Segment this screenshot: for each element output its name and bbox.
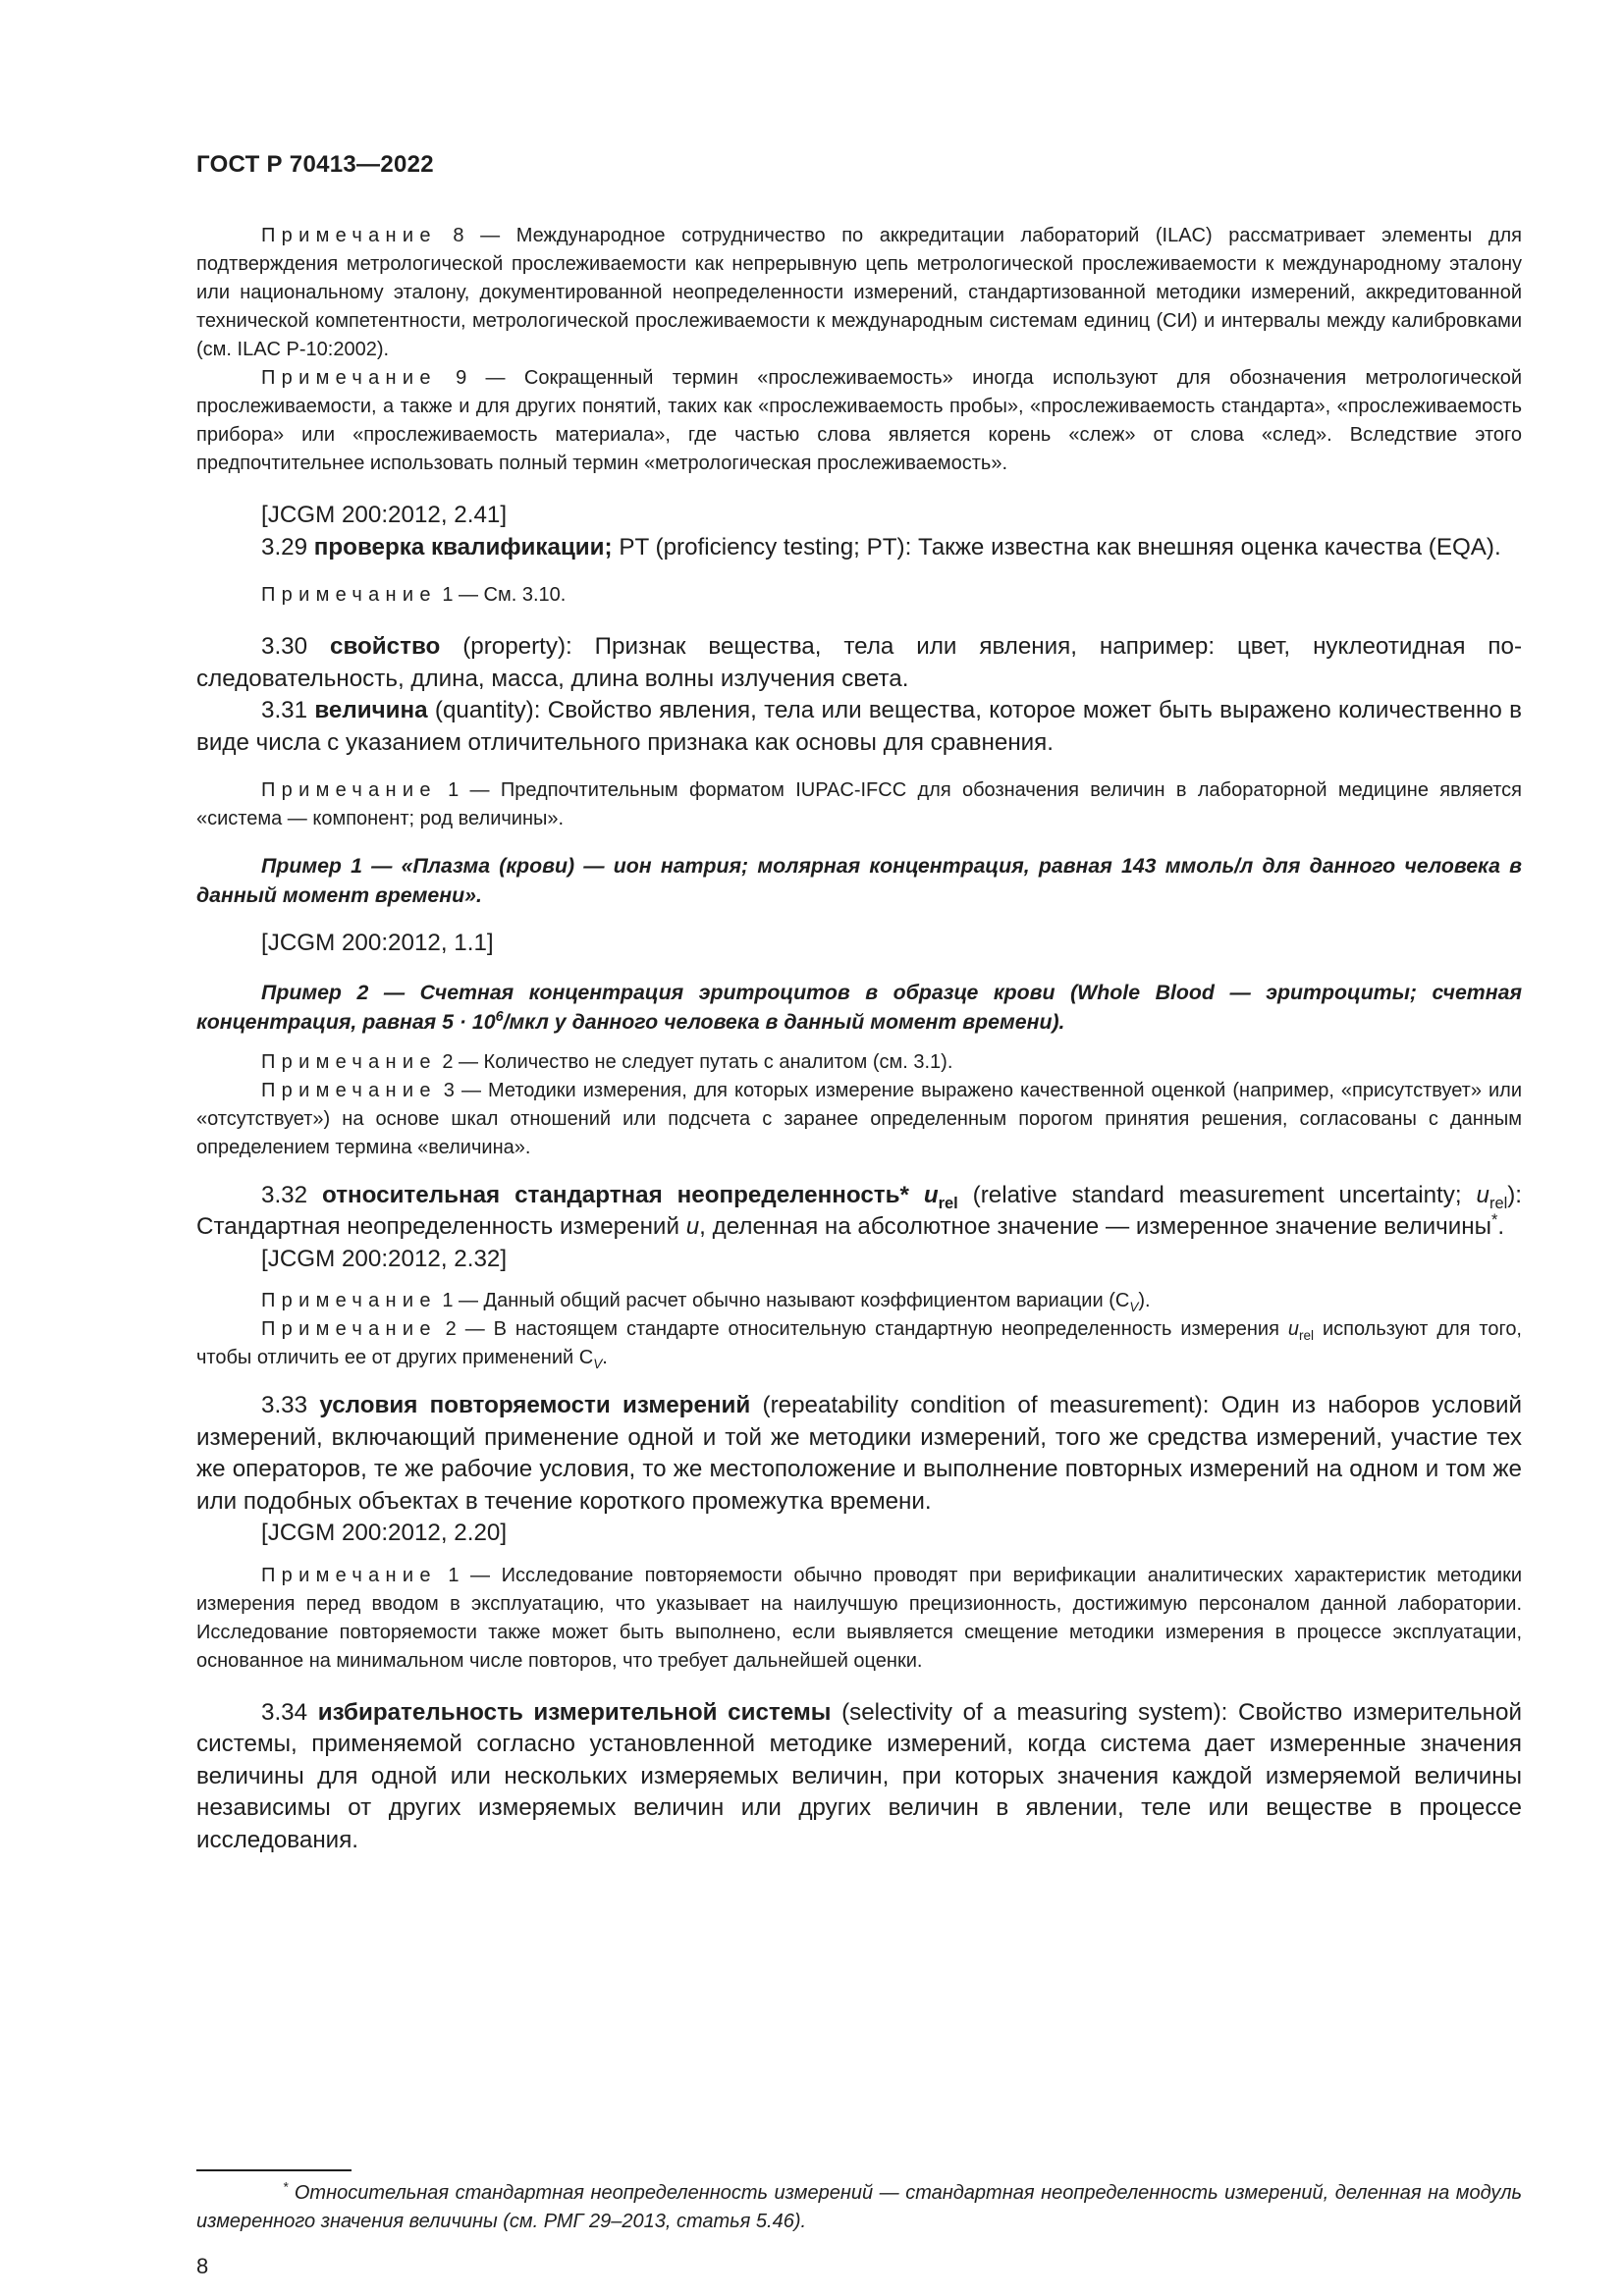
note-text: 1 — Предпочтительным форматом IUPAC-IFCC для обозначения величин в лабораторной медицине является «система — компонент; род величины». xyxy=(196,779,1522,829)
note-3-32-2 xyxy=(196,1315,1522,1372)
symbol-u: u xyxy=(1287,1318,1299,1340)
note-text: 1 — См. 3.10. xyxy=(436,584,567,606)
term-number: 3.31 xyxy=(261,697,315,723)
term-3-32 xyxy=(196,1180,1522,1244)
period: . xyxy=(1497,1213,1505,1240)
term-definition: (quantity): Свойство явления, тела или вещества, которое может быть выражено количественно в виде числа с указанием отличительного признака как основы для сравнения. xyxy=(196,697,1522,756)
term-3-33 xyxy=(196,1390,1522,1518)
note-label: Примечание xyxy=(261,1079,437,1101)
footnote-text: Относительная стандартная неопределенность измерений — стандартная неопределенность измерений, деленная на модуль измеренного значения величины (см. РМГ 29–2013, статья 5.46). xyxy=(196,2182,1522,2232)
subscript: V xyxy=(593,1357,603,1371)
term-name: проверка квалификации; xyxy=(313,533,613,561)
term-number: 3.32 xyxy=(261,1181,323,1208)
note-label: Примечание xyxy=(261,1318,437,1340)
document-page xyxy=(196,0,1522,2296)
term-name: условия повторяемости измерений xyxy=(319,1392,751,1418)
document-header: ГОСТ Р 70413—2022 xyxy=(196,151,434,178)
term-definition: (property): Признак вещества, тела или явления, например: цвет, нуклеотидная последовательность, длина, масса, длина волны излучения света. xyxy=(196,633,1522,692)
example-text: Пример 2 — Счетная концентрация эритроцитов в образце крови (Whole Blood — эритроциты; счетная концентрация, равная 5 · 10 xyxy=(196,980,1522,1034)
note-3-29-1 xyxy=(196,581,1522,610)
note-3-32-1 xyxy=(196,1287,1522,1315)
footnote-separator xyxy=(196,2169,352,2171)
note-text: 3 — Методики измерения, для которых измерение выражено качественной оценкой (например, «присутствует» или «отсутствует») на основе шкал отношений или подсчета с заранее определенным порогом принятия решения, согласованы с данным определением термина «величина». xyxy=(196,1079,1522,1158)
footnote-marker[interactable]: * xyxy=(1490,1210,1498,1229)
symbol-u: u xyxy=(1476,1181,1489,1208)
note-label: Примечание xyxy=(261,1290,437,1311)
term-definition: ): Стандартная неопределенность измерений xyxy=(196,1181,1523,1240)
term-3-30 xyxy=(196,631,1522,695)
reference-2-41: [JCGM 200:2012, 2.41] xyxy=(261,502,508,528)
note-label: Примечание xyxy=(261,225,437,246)
symbol-u: u xyxy=(923,1181,939,1208)
term-definition: PT (proficiency testing; PT): Также известна как внешняя оценка качества (EQA). xyxy=(612,533,1501,561)
footnote xyxy=(196,2179,1522,2236)
term-3-34 xyxy=(196,1697,1522,1857)
exponent: 6 xyxy=(495,1008,504,1025)
term-name: свойство xyxy=(330,633,441,660)
subscript: V xyxy=(1129,1300,1139,1314)
note-3-31-2 xyxy=(196,1048,1522,1077)
term-number: 3.34 xyxy=(261,1698,318,1726)
note-text-end: . xyxy=(602,1347,608,1368)
document-body xyxy=(196,222,1522,1856)
note-text: 9 — Сокращенный термин «прослеживаемость» иногда используют для обозначения метрологической прослеживаемости, а также и для других понятий, таких как «прослеживаемость пробы», «прослеживаемость стандарта», «прослеживаемость прибора» или «прослеживаемость материала», где частью слова является корень «слеж» от слова «след». Вследствие этого предпочтительнее использовать полный термин «метрологическая прослеживаемость». xyxy=(196,367,1522,474)
symbol-subscript: rel xyxy=(1489,1194,1508,1212)
term-number: 3.30 xyxy=(261,633,330,660)
symbol-subscript: rel xyxy=(1298,1328,1315,1343)
reference-1-1: [JCGM 200:2012, 1.1] xyxy=(261,930,494,956)
term-number: 3.29 xyxy=(261,533,314,561)
note-label: Примечание xyxy=(261,1050,437,1073)
note-text: 2 — В настоящем стандарте относительную стандартную неопределенность измерения xyxy=(436,1318,1288,1340)
reference-2-32: [JCGM 200:2012, 2.32] xyxy=(261,1245,508,1272)
term-name: избирательность измерительной системы xyxy=(317,1698,832,1726)
note-text: используют для того, чтобы отличить ее от других применений C xyxy=(196,1318,1522,1368)
note-3-31-1 xyxy=(196,776,1522,833)
note-text: 8 — Международное сотрудничество по аккредитации лабораторий (ILAC) рассматривает элементы для подтверждения метрологической прослеживаемости как непрерывную цепь метрологической прослеживаемости к международному эталону или национальному эталону, документированной неопределенности измерений, стандартизованной методики измерений, аккредитованной технической компетентности, метрологической прослеживаемости к международным системам единиц (СИ) и интервалы между калибровками (см. ILAC P-10:2002). xyxy=(196,225,1522,360)
term-name: величина xyxy=(314,697,428,723)
note-text-end: ). xyxy=(1138,1290,1151,1311)
note-text: 1 — Исследование повторяемости обычно проводят при верификации аналитических характеристик методики измерения перед вводом в эксплуатацию, что указывает на наилучшую прецизионность, достижимую персоналом данной лаборатории. Исследование повторяемости также может быть выполнено, если выявляется смещение методики измерения в процессе эксплуатации, основанное на минимальном числе повторов, что требует дальнейшей оценки. xyxy=(196,1564,1522,1672)
example-2 xyxy=(196,978,1522,1037)
note-3-33-1 xyxy=(196,1562,1522,1676)
note-3-31-3 xyxy=(196,1077,1522,1162)
note-label: Примечание xyxy=(261,367,437,389)
note-text: 1 — Данный общий расчет обычно называют коэффициентом вариации (C xyxy=(436,1290,1130,1311)
term-definition: , деленная на абсолютное значение — измеренное значение величины xyxy=(699,1213,1491,1240)
term-3-29 xyxy=(196,532,1522,564)
note-label: Примечание xyxy=(261,779,437,801)
note-9 xyxy=(196,364,1522,478)
page-number: 8 xyxy=(196,2254,209,2278)
note-text: 2 — Количество не следует путать с аналитом (см. 3.1). xyxy=(436,1050,953,1073)
term-name: относительная стандартная неопределенность* xyxy=(322,1181,924,1208)
term-number: 3.33 xyxy=(261,1392,320,1418)
symbol-u: u xyxy=(685,1213,700,1240)
symbol-subscript: rel xyxy=(938,1194,958,1212)
term-3-31 xyxy=(196,695,1522,759)
note-8 xyxy=(196,222,1522,364)
footnote-mark: * xyxy=(283,2179,289,2195)
reference-2-20: [JCGM 200:2012, 2.20] xyxy=(261,1520,508,1546)
term-definition: (relative standard measurement uncertainty; xyxy=(957,1181,1477,1208)
note-label: Примечание xyxy=(261,1564,437,1586)
term-definition: (repeatability condition of measurement): Один из наборов условий измерений, включающий применение одной и той же методики измерений, того же средства измерений, участие тех же операторов, те же рабочие условия, то же местоположение и выполнение повторных измерений на одном и том же или подобных объектах в течение короткого промежутка времени. xyxy=(196,1392,1522,1515)
example-1: Пример 1 — «Плазма (крови) — ион натрия; молярная концентрация, равная 143 ммоль/л для данного человека в данный момент времени». xyxy=(196,854,1522,907)
example-text-end: /мкл у данного человека в данный момент времени). xyxy=(503,1009,1065,1034)
note-label: Примечание xyxy=(261,584,437,606)
term-definition: (selectivity of a measuring system): Свойство измерительной системы, применяемой согласно установленной методике измерений, когда система дает измеренные значения величины для одной или нескольких измеряемых величин, при которых значения каждой измеряемой величины независимы от других измеряемых величин или других величин в явлении, теле или веществе в процессе исследования. xyxy=(196,1698,1523,1853)
